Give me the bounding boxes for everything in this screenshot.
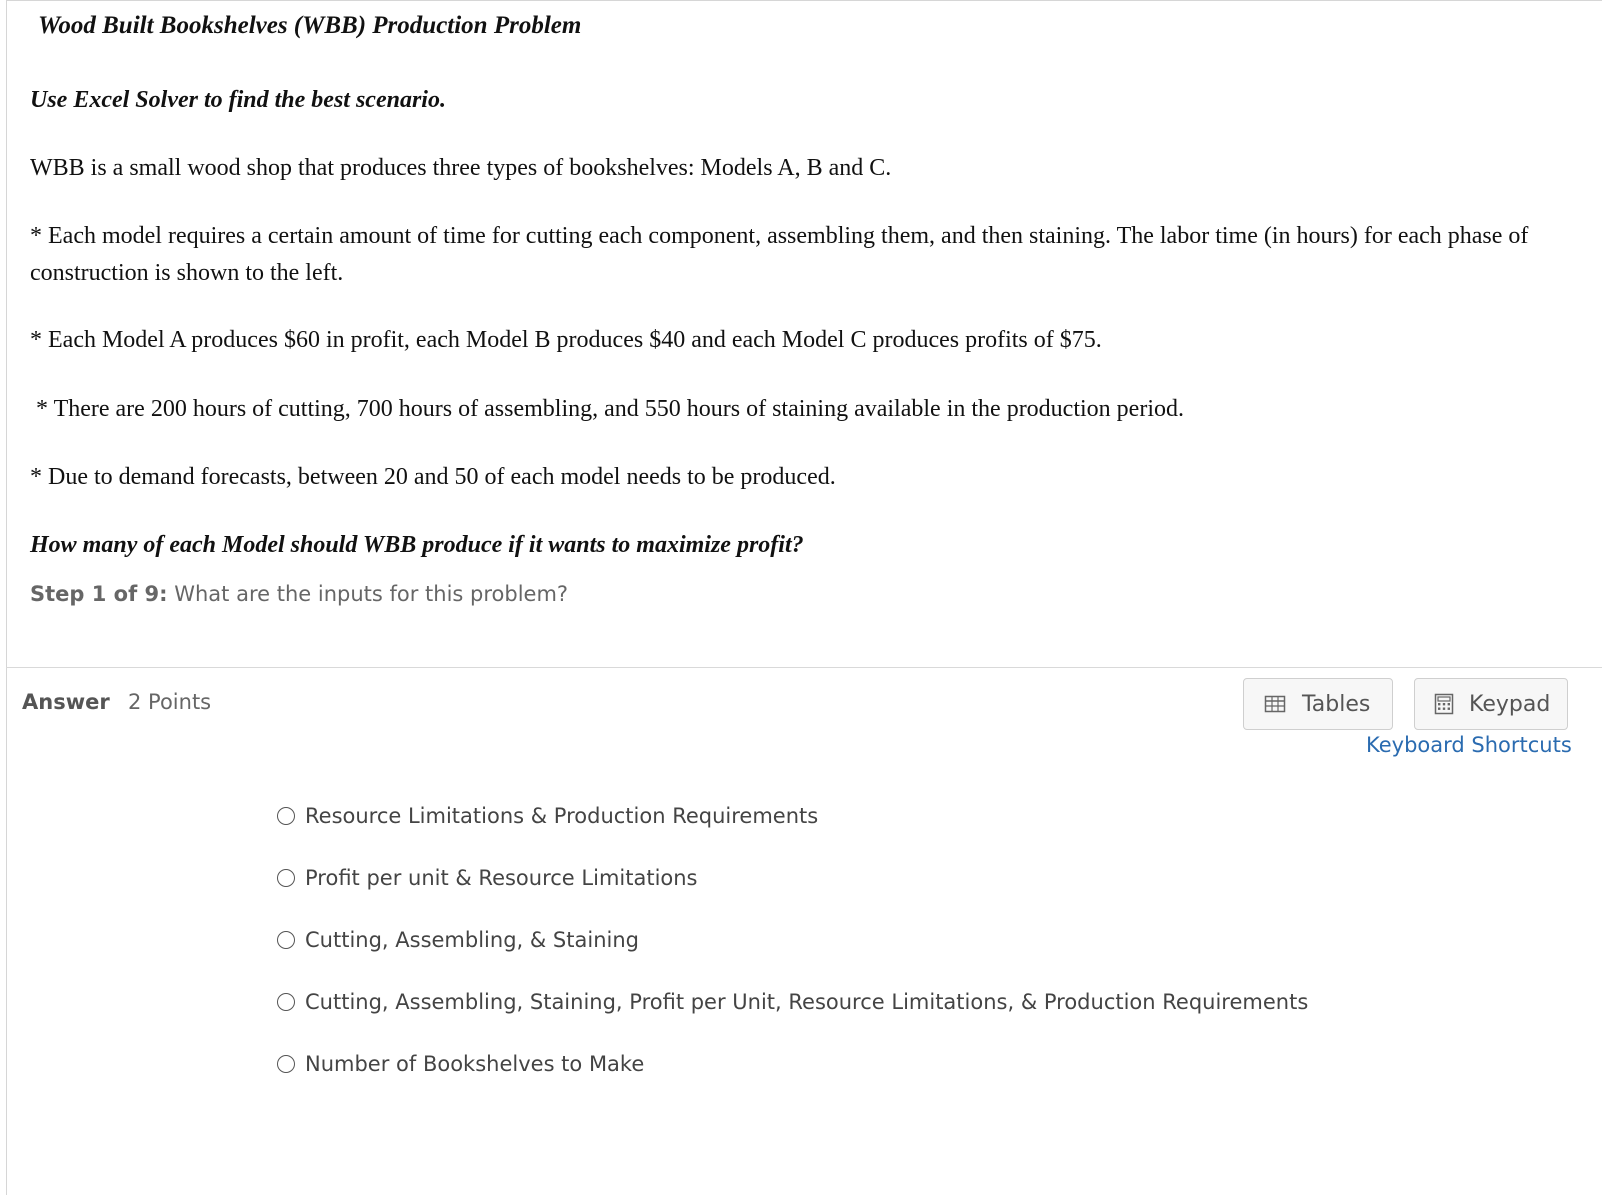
option-label: Profit per unit & Resource Limitations — [305, 866, 698, 890]
tables-button[interactable] — [1243, 678, 1393, 730]
option-label: Resource Limitations & Production Requirements — [305, 804, 819, 828]
calculator-icon — [1433, 693, 1455, 715]
bullet-demand: * Due to demand forecasts, between 20 and 50 of each model needs to be produced. — [30, 464, 836, 490]
answer-option[interactable] — [277, 990, 1308, 1014]
keypad-label: Keypad — [1469, 691, 1551, 717]
step-text: What are the inputs for this problem? — [167, 582, 569, 606]
problem-title: Wood Built Bookshelves (WBB) Production Problem — [38, 12, 582, 39]
answer-label: Answer — [22, 690, 110, 714]
bullet-hours-available: * There are 200 hours of cutting, 700 hours of assembling, and 550 hours of staining available in the production period. — [30, 396, 1184, 422]
keyboard-shortcuts-link[interactable]: Keyboard Shortcuts — [1366, 733, 1572, 757]
radio-button[interactable] — [277, 869, 295, 887]
step-indicator — [30, 582, 568, 606]
radio-button[interactable] — [277, 1055, 295, 1073]
intro-text: WBB is a small wood shop that produces three types of bookshelves: Models A, B and C. — [30, 155, 892, 181]
radio-button[interactable] — [277, 993, 295, 1011]
step-label: Step 1 of 9: — [30, 582, 168, 606]
instruction-text: Use Excel Solver to find the best scenario. — [30, 87, 446, 113]
answer-option[interactable] — [277, 928, 639, 952]
table-icon — [1264, 693, 1286, 715]
option-label: Number of Bookshelves to Make — [305, 1052, 645, 1076]
radio-button[interactable] — [277, 807, 295, 825]
question-prompt: How many of each Model should WBB produce if it wants to maximize profit? — [30, 532, 804, 558]
section-divider — [6, 667, 1602, 668]
points-value: 2 Points — [128, 690, 212, 714]
tables-label: Tables — [1302, 691, 1371, 717]
bullet-labor-time: * Each model requires a certain amount of time for cutting each component, assembling them, and then staining. The labor time (in hours) for each phase of construction is shown to the left. — [30, 223, 1529, 286]
option-label: Cutting, Assembling, Staining, Profit per Unit, Resource Limitations, & Production Requirements — [305, 990, 1309, 1014]
answer-option[interactable] — [277, 1052, 644, 1076]
answer-option[interactable] — [277, 866, 698, 890]
option-label: Cutting, Assembling, & Staining — [305, 928, 639, 952]
bullet-profit: * Each Model A produces $60 in profit, each Model B produces $40 and each Model C produces profits of $75. — [30, 327, 1102, 353]
keypad-button[interactable] — [1414, 678, 1568, 730]
answer-option[interactable] — [277, 804, 818, 828]
radio-button[interactable] — [277, 931, 295, 949]
